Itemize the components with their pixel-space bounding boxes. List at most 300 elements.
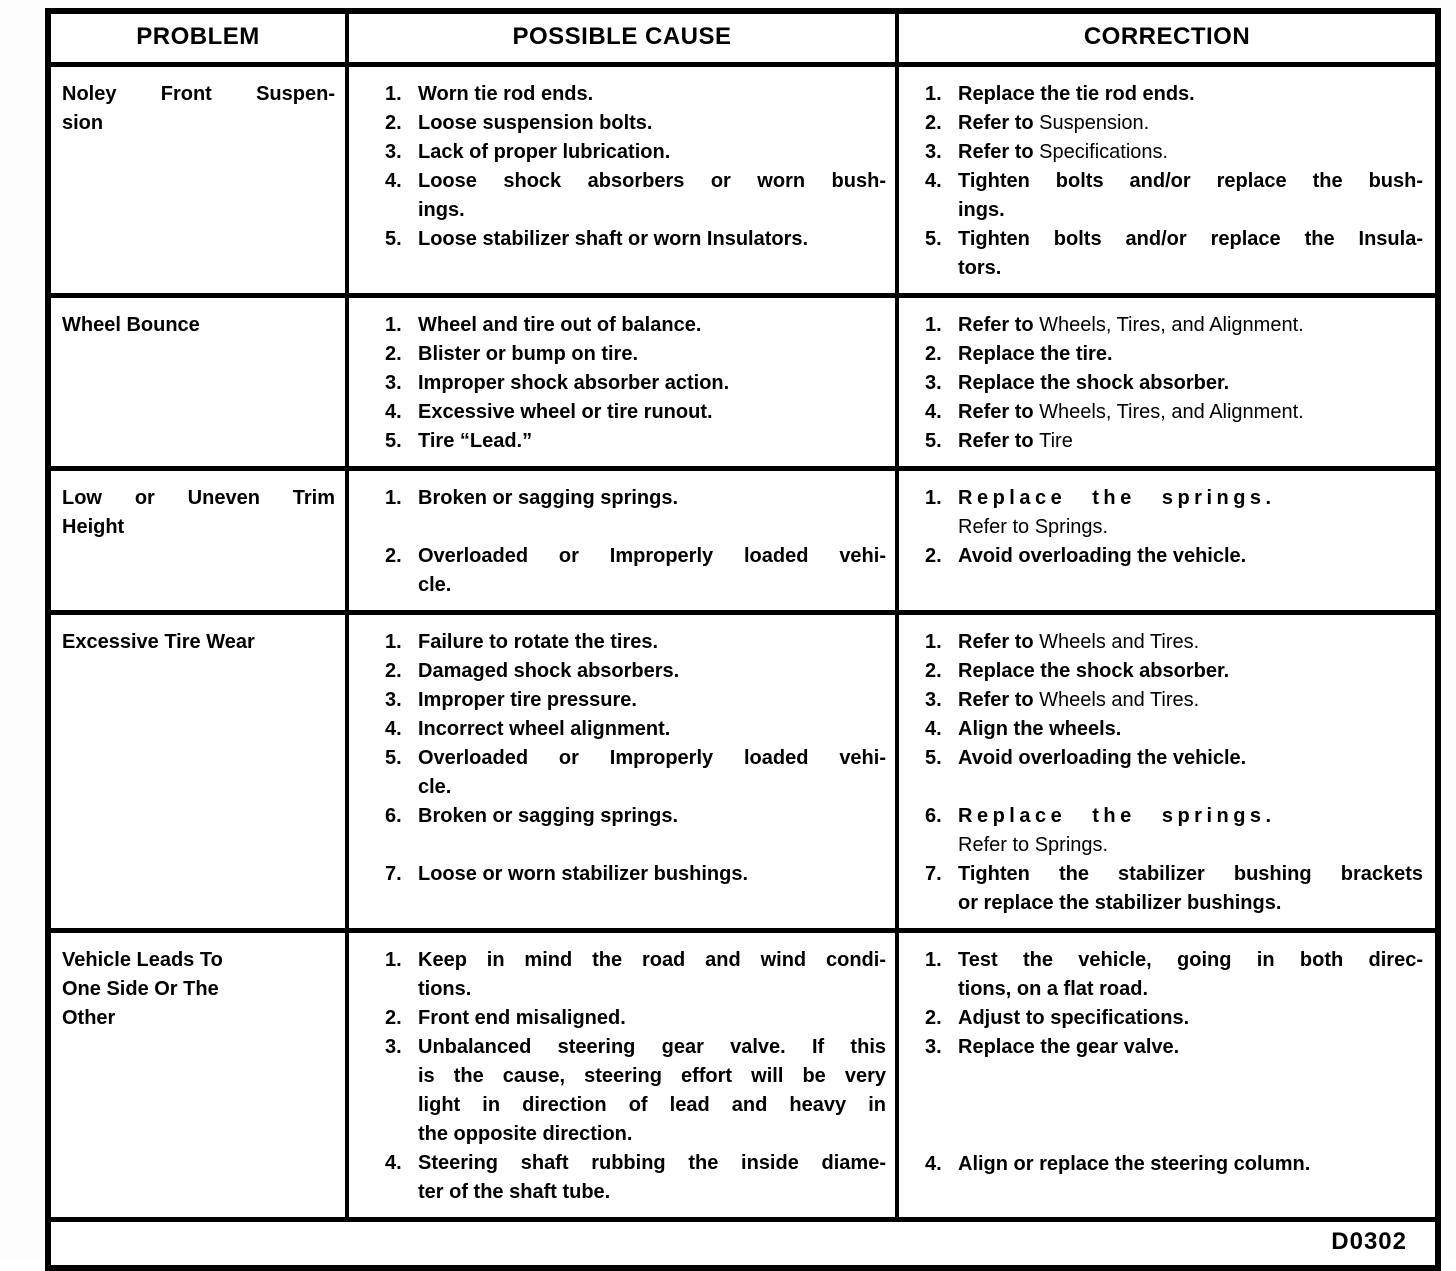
item-text [418,427,886,456]
text-line [418,80,886,109]
text-line [418,802,886,831]
problem-title-line: sion [62,112,104,134]
item-number: 2. [385,545,402,567]
item-text [418,225,886,254]
text-line [958,225,1423,254]
item-text [418,1149,886,1207]
text-line [958,254,1423,283]
item-number: 3. [925,1036,942,1058]
item-number: 4. [385,401,402,423]
text-segment: Broken or sagging springs. [418,487,679,509]
text-line [958,831,1423,860]
correction-item [925,860,1423,918]
item-number: 4. [925,170,942,192]
text-line [958,802,1423,831]
item-text [958,138,1423,167]
cause-item [385,860,886,889]
text-segment: Lack of proper lubrication. [418,141,671,163]
item-text [958,369,1423,398]
table-row [51,928,1435,1217]
correction-item [925,369,1423,398]
problem-title-line: One Side Or The [62,978,219,1000]
item-number: 6. [925,805,942,827]
cause-item [385,167,886,225]
text-line [958,80,1423,109]
item-text [958,80,1423,109]
text-line [958,513,1423,542]
text-segment: Refer to [958,430,1040,452]
cause-item [385,542,886,600]
problem-cell [51,298,345,466]
correction-item [925,138,1423,167]
correction-item [925,1150,1423,1179]
text-segment: Loose shock absorbers or worn bush- [418,170,886,192]
item-number: 3. [385,689,402,711]
text-line [958,196,1423,225]
corrections-cell [895,67,1435,293]
text-line [418,542,886,571]
item-text [958,628,1423,657]
cause-item [385,80,886,109]
text-segment: is the cause, steering effort will be very [418,1065,886,1087]
text-segment: Improper tire pressure. [418,689,637,711]
item-number: 6. [385,805,402,827]
problem-title-line: Wheel Bounce [62,314,200,336]
text-segment: Wheels and Tires. [1039,689,1200,711]
text-line [958,860,1423,889]
cause-item [385,628,886,657]
column-header-possible-cause: POSSIBLE CAUSE [345,14,895,62]
item-number: 3. [385,1036,402,1058]
text-line [418,1033,886,1062]
item-text [958,311,1423,340]
text-segment: Tighten the stabilizer bushing brackets [958,863,1423,885]
item-number: 3. [385,372,402,394]
problem-title-line: Low or Uneven Trim [62,487,335,509]
item-text [418,744,886,802]
corrections-cell [895,298,1435,466]
text-line [418,427,886,456]
item-text [958,715,1423,744]
item-number: 2. [925,343,942,365]
problem-cell [51,67,345,293]
item-number: 2. [925,1007,942,1029]
text-segment: ings. [958,199,1005,221]
text-segment: tions, on a flat road. [958,978,1149,1000]
text-segment: Tighten bolts and/or replace the bush- [958,170,1423,192]
text-line [418,196,886,225]
item-number: 1. [925,949,942,971]
cause-item [385,657,886,686]
item-number: 7. [385,863,402,885]
table-body [51,62,1435,1217]
cause-item [385,311,886,340]
cause-item [385,427,886,456]
cause-item [385,946,886,1004]
item-text [958,1004,1423,1033]
item-text [958,860,1423,918]
text-segment: Specifications. [1039,141,1169,163]
text-segment: Overloaded or Improperly loaded vehi- [418,747,886,769]
item-text [418,398,886,427]
correction-item [925,628,1423,657]
text-segment: Refer to [958,401,1040,423]
cause-item [385,686,886,715]
item-number: 4. [925,401,942,423]
item-number: 5. [925,228,942,250]
text-segment: Loose stabilizer shaft or worn Insulators. [418,228,809,250]
text-segment: Incorrect wheel alignment. [418,718,671,740]
text-line [958,657,1423,686]
cause-item [385,1149,886,1207]
item-text [958,427,1423,456]
text-segment: tors. [958,257,1002,279]
text-line [958,889,1423,918]
item-number: 5. [385,430,402,452]
item-number: 1. [385,487,402,509]
text-segment: Front end misaligned. [418,1007,626,1029]
text-segment: Loose or worn stabilizer bushings. [418,863,749,885]
cause-item [385,109,886,138]
item-text [958,946,1423,1004]
text-line [418,167,886,196]
text-line [958,715,1423,744]
item-text [418,1033,886,1149]
cause-item [385,138,886,167]
text-segment: Refer to Springs. [958,516,1109,538]
correction-item [925,1033,1423,1062]
text-line [958,1033,1423,1062]
item-text [418,167,886,225]
text-segment: Failure to rotate the tires. [418,631,659,653]
text-segment: Wheels and Tires. [1039,631,1200,653]
correction-item [925,225,1423,283]
correction-item [925,340,1423,369]
problem-title-line: Excessive Tire Wear [62,631,255,653]
text-line [418,686,886,715]
text-segment: Refer to Springs. [958,834,1109,856]
text-segment: Align or replace the steering column. [958,1153,1311,1175]
text-line [418,109,886,138]
correction-item [925,484,1423,542]
text-segment: Refer to [958,314,1040,336]
text-segment: Replace the springs. [958,805,1276,827]
text-segment: Replace the springs. [958,487,1276,509]
cause-item [385,802,886,831]
item-text [418,369,886,398]
correction-item [925,398,1423,427]
table-row [51,466,1435,610]
item-text [418,80,886,109]
table-row [51,293,1435,466]
text-line [958,109,1423,138]
item-text [418,715,886,744]
correction-item [925,167,1423,225]
item-number: 1. [925,83,942,105]
item-number: 7. [925,863,942,885]
item-text [418,802,886,831]
text-line [418,225,886,254]
problem-title-line: Height [62,516,125,538]
correction-item [925,542,1423,571]
correction-item [925,802,1423,860]
table-header-row [51,14,1435,62]
text-segment: Replace the shock absorber. [958,660,1230,682]
text-segment: Blister or bump on tire. [418,343,639,365]
text-segment: the opposite direction. [418,1123,633,1145]
item-number: 1. [385,631,402,653]
text-line [958,167,1423,196]
correction-item [925,946,1423,1004]
text-line [418,946,886,975]
text-segment: Refer to [958,689,1040,711]
text-line [418,138,886,167]
text-segment: Wheels, Tires, and Alignment. [1039,401,1304,423]
item-number: 1. [925,314,942,336]
correction-item [925,427,1423,456]
correction-item [925,109,1423,138]
text-segment: Replace the tie rod ends. [958,83,1195,105]
item-number: 3. [385,141,402,163]
item-number: 5. [385,228,402,250]
text-line [418,975,886,1004]
text-line [958,628,1423,657]
item-text [418,686,886,715]
text-line [958,542,1423,571]
item-number: 4. [385,170,402,192]
item-number: 4. [925,1153,942,1175]
text-segment: Align the wheels. [958,718,1122,740]
text-line [958,138,1423,167]
correction-item [925,80,1423,109]
text-line [958,398,1423,427]
cause-item [385,398,886,427]
correction-item [925,715,1423,744]
cause-item [385,1004,886,1033]
causes-cell [345,615,895,928]
text-line [418,1062,886,1091]
item-text [418,311,886,340]
text-line [418,571,886,600]
correction-item [925,657,1423,686]
text-segment: ings. [418,199,465,221]
item-number: 4. [385,718,402,740]
item-number: 1. [385,83,402,105]
item-number: 3. [925,372,942,394]
cause-item [385,369,886,398]
text-segment: Suspension. [1039,112,1150,134]
text-segment: light in direction of lead and heavy in [418,1094,886,1116]
item-text [418,860,886,889]
text-line [418,1091,886,1120]
item-number: 2. [925,660,942,682]
text-line [958,975,1423,1004]
text-line [958,311,1423,340]
item-text [958,109,1423,138]
item-number: 5. [925,430,942,452]
item-text [958,167,1423,225]
text-segment: Test the vehicle, going in both direc- [958,949,1423,971]
item-number: 2. [385,660,402,682]
cause-item [385,715,886,744]
item-number: 1. [925,487,942,509]
text-segment: Excessive wheel or tire runout. [418,401,713,423]
cause-item [385,484,886,513]
item-text [958,744,1423,773]
text-segment: Steering shaft rubbing the inside diame- [418,1152,886,1174]
text-line [418,744,886,773]
text-line [418,1178,886,1207]
text-segment: Refer to [958,112,1040,134]
item-number: 2. [925,545,942,567]
table-row [51,62,1435,293]
text-line [418,860,886,889]
text-line [958,744,1423,773]
text-line [418,311,886,340]
text-line [418,398,886,427]
item-number: 1. [385,949,402,971]
item-text [958,225,1423,283]
column-header-correction: CORRECTION [895,14,1435,62]
text-segment: Refer to [958,631,1040,653]
text-segment: tions. [418,978,472,1000]
item-text [958,542,1423,571]
causes-cell [345,298,895,466]
item-number: 1. [385,314,402,336]
text-line [418,484,886,513]
text-segment: Worn tie rod ends. [418,83,594,105]
correction-item [925,744,1423,773]
problem-cell [51,471,345,610]
correction-item [925,1004,1423,1033]
text-line [958,946,1423,975]
item-number: 5. [925,747,942,769]
item-text [418,946,886,1004]
table-row [51,610,1435,928]
cause-item [385,225,886,254]
text-line [958,1150,1423,1179]
text-line [418,340,886,369]
text-line [418,1149,886,1178]
text-segment: Tighten bolts and/or replace the Insula- [958,228,1423,250]
text-segment: cle. [418,776,452,798]
text-segment: or replace the stabilizer bushings. [958,892,1282,914]
corrections-cell [895,933,1435,1217]
text-segment: Damaged shock absorbers. [418,660,680,682]
item-number: 2. [925,112,942,134]
causes-cell [345,67,895,293]
text-segment: Refer to [958,141,1040,163]
text-line [418,657,886,686]
text-line [418,715,886,744]
text-line [418,1120,886,1149]
suspension-diagnosis-table [45,8,1441,1271]
item-text [418,484,886,513]
item-text [958,802,1423,860]
text-segment: Tire [1039,430,1073,452]
item-text [418,1004,886,1033]
correction-item [925,311,1423,340]
correction-item [925,686,1423,715]
text-line [958,484,1423,513]
figure-code: D0302 [51,1217,1435,1265]
item-text [418,628,886,657]
item-text [958,657,1423,686]
item-number: 5. [385,747,402,769]
causes-cell [345,471,895,610]
item-number: 2. [385,1007,402,1029]
text-line [418,628,886,657]
text-segment: Wheels, Tires, and Alignment. [1039,314,1304,336]
text-segment: Broken or sagging springs. [418,805,679,827]
text-segment: Replace the shock absorber. [958,372,1230,394]
text-segment: Adjust to specifications. [958,1007,1190,1029]
text-segment: Tire “Lead.” [418,430,533,452]
problem-cell [51,933,345,1217]
item-number: 4. [925,718,942,740]
text-segment: Loose suspension bolts. [418,112,653,134]
text-line [418,773,886,802]
text-segment: Improper shock absorber action. [418,372,730,394]
text-line [418,1004,886,1033]
text-segment: Replace the gear valve. [958,1036,1180,1058]
item-text [418,340,886,369]
text-line [958,369,1423,398]
text-line [958,340,1423,369]
text-segment: Replace the tire. [958,343,1113,365]
item-number: 2. [385,343,402,365]
text-line [958,427,1423,456]
item-text [958,1150,1423,1179]
item-text [418,109,886,138]
corrections-cell [895,615,1435,928]
text-segment: Avoid overloading the vehicle. [958,747,1247,769]
item-number: 1. [925,631,942,653]
item-text [958,686,1423,715]
item-number: 2. [385,112,402,134]
item-number: 3. [925,689,942,711]
item-text [418,138,886,167]
item-text [958,398,1423,427]
problem-title-line: Vehicle Leads To [62,949,223,971]
item-text [418,657,886,686]
text-segment: Wheel and tire out of balance. [418,314,702,336]
text-segment: ter of the shaft tube. [418,1181,611,1203]
text-segment: Overloaded or Improperly loaded vehi- [418,545,886,567]
item-number: 4. [385,1152,402,1174]
cause-item [385,744,886,802]
item-text [958,1033,1423,1062]
item-text [958,340,1423,369]
text-segment: Avoid overloading the vehicle. [958,545,1247,567]
problem-cell [51,615,345,928]
cause-item [385,340,886,369]
text-segment: Unbalanced steering gear valve. If this [418,1036,886,1058]
problem-title-line: Other [62,1007,116,1029]
text-line [418,369,886,398]
causes-cell [345,933,895,1217]
item-text [958,484,1423,542]
item-text [418,542,886,600]
item-number: 3. [925,141,942,163]
cause-item [385,1033,886,1149]
problem-title-line: Noley Front Suspen- [62,83,335,105]
column-header-problem: PROBLEM [136,23,260,50]
text-segment: cle. [418,574,452,596]
corrections-cell [895,471,1435,610]
text-line [958,686,1423,715]
text-segment: Keep in mind the road and wind condi- [418,949,886,971]
